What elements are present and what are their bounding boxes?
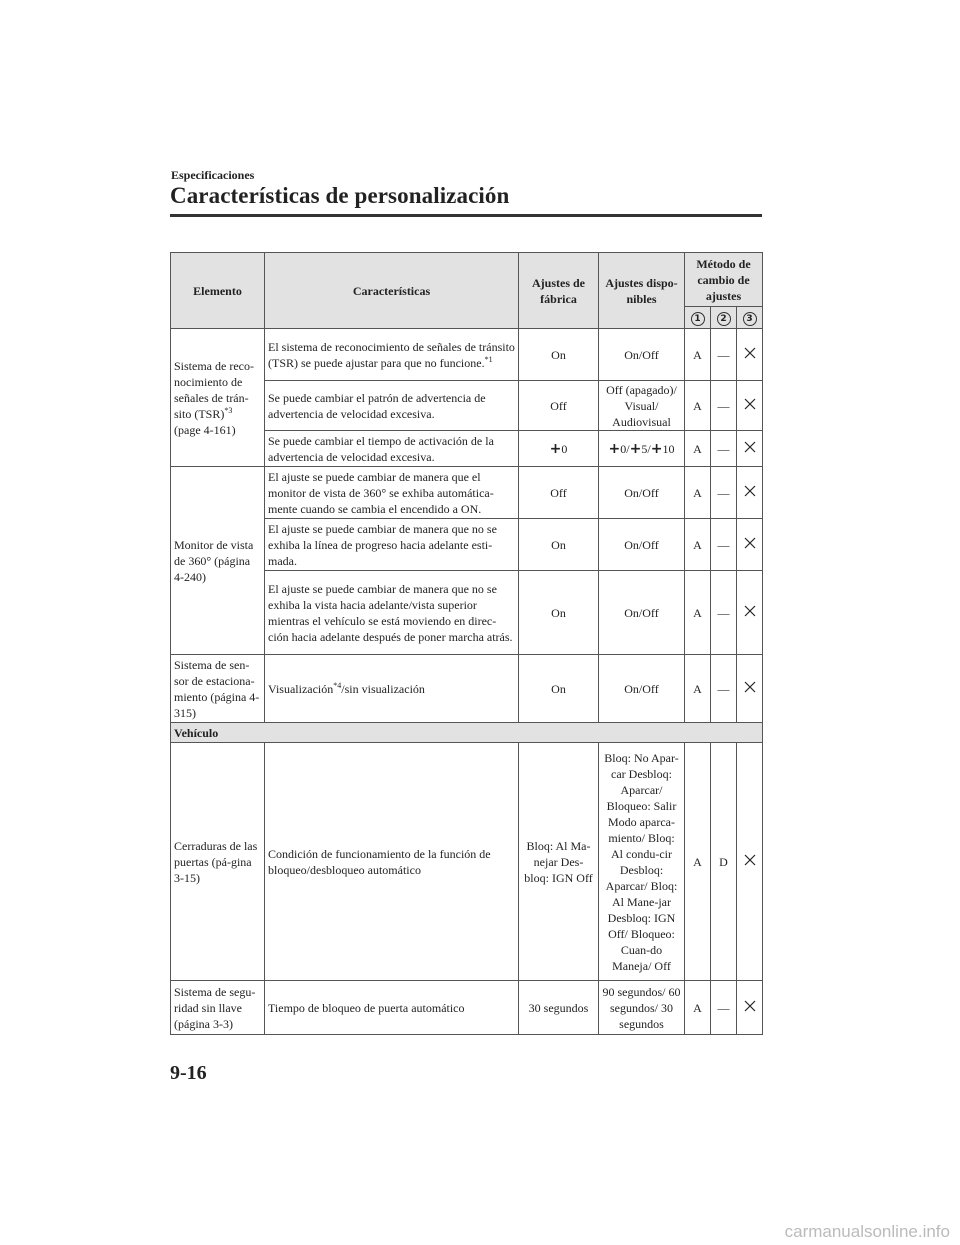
method-3-cell [737,467,763,519]
x-mark-icon [744,347,756,359]
method-1-cell: A [685,519,711,571]
section-row-vehicle [171,723,763,743]
feature-cell: Condición de funcionamiento de la función de bloqueo/desbloqueo automático [265,743,519,981]
method-2-dash: — [711,467,737,519]
page-number: 9-16 [170,1062,207,1084]
header-element: Elemento [171,253,265,329]
method-2-dash: — [711,571,737,655]
x-mark-icon [744,605,756,617]
header-features: Características [265,253,519,329]
factory-cell: 30 segundos [519,981,599,1035]
factory-cell: Bloq: Al Ma-nejar Des-bloq: IGN Off [519,743,599,981]
element-door-locks: Cerraduras de las puertas (pá-gina 3-15) [171,743,265,981]
section-label-vehicle: Vehículo [171,723,763,743]
factory-cell: Off [519,381,599,431]
feature-cell: Visualización$^{*4}$/sin visualización [265,655,519,723]
section-label: Especificaciones [171,168,255,182]
x-mark-icon [744,485,756,497]
method-3-cell [737,329,763,381]
feature-cell: El ajuste se puede cambiar de manera que no se exhiba la línea de progreso hacia adelante esti-mada. [265,519,519,571]
customization-table [170,252,763,1035]
table-header-row [171,253,763,307]
header-available-settings: Ajustes dispo-nibles [599,253,685,329]
x-mark-icon [744,1000,756,1012]
method-3-cell [737,655,763,723]
table-row [171,655,763,723]
method-3-cell [737,571,763,655]
plus-icon: + [650,440,663,457]
method-1-cell: A [685,381,711,431]
feature-cell: Se puede cambiar el patrón de advertencia de advertencia de velocidad excesiva. [265,381,519,431]
feature-cell: Se puede cambiar el tiempo de activación de la advertencia de velocidad excesiva. [265,431,519,467]
method-2-dash: — [711,655,737,723]
available-cell: On/Off [599,467,685,519]
plus-icon: + [549,440,562,457]
method-3-cell [737,981,763,1035]
factory-cell: Off [519,467,599,519]
available-cell: On/Off [599,571,685,655]
table-row [171,329,763,381]
feature-cell: Tiempo de bloqueo de puerta automático [265,981,519,1035]
element-keyless-security: Sistema de segu-ridad sin llave (página 3-3) [171,981,265,1035]
method-2-dash: — [711,431,737,467]
method-1-cell: A [685,981,711,1035]
title-rule [170,214,762,217]
method-2-dash: — [711,519,737,571]
method-1-cell: A [685,329,711,381]
method-3-cell [737,519,763,571]
element-parking-sensor: Sistema de sen-sor de estaciona-miento (página 4-315) [171,655,265,723]
x-mark-icon [744,441,756,453]
table-row [171,981,763,1035]
method-3-cell [737,381,763,431]
method-2-dash: — [711,981,737,1035]
method-2-cell: D [711,743,737,981]
factory-cell: On [519,571,599,655]
feature-cell: El ajuste se puede cambiar de manera que no se exhiba la vista hacia adelante/vista superior mientras el vehículo se está moviendo en direc-ción hacia adelante después de poner marcha atrás. [265,571,519,655]
feature-cell: El sistema de reconocimiento de señales de tránsito (TSR) se puede ajustar para que no funcione.$^{*1}$ [265,329,519,381]
table-row [171,743,763,981]
x-mark-icon [744,537,756,549]
page-title: Características de personalización [170,183,510,208]
available-cell: On/Off [599,329,685,381]
x-mark-icon [744,854,756,866]
header-change-method: Método de cambio de ajustes [685,253,763,307]
plus-icon: + [629,440,642,457]
method-2-icon: 2 [711,307,737,329]
method-2-dash: — [711,329,737,381]
available-cell: Off (apagado)/ Visual/ Audiovisual [599,381,685,431]
method-2-dash: — [711,381,737,431]
available-cell: Bloq: No Apar-car Desbloq: Aparcar/ Bloqueo: Salir Modo aparca-miento/ Bloq: Al condu-cir Desbloq: Aparcar/ Bloq: Al Mane-jar Desbloq: IGN Off/ Bloqueo: Cuan-do Maneja/ Off [599,743,685,981]
factory-cell: On [519,519,599,571]
available-cell: On/Off [599,655,685,723]
method-1-cell: A [685,743,711,981]
table-row [171,467,763,519]
method-1-cell: A [685,655,711,723]
x-mark-icon [744,398,756,410]
method-3-icon: 3 [737,307,763,329]
method-1-cell: A [685,467,711,519]
method-1-cell: A [685,571,711,655]
plus-icon: + [608,440,621,457]
method-3-cell [737,743,763,981]
x-mark-icon [744,681,756,693]
watermark: carmanualsonline.info [784,1222,950,1241]
element-360-monitor: Monitor de vista de 360° (página 4-240) [171,467,265,655]
method-1-cell: A [685,431,711,467]
element-tsr: Sistema de reco- nocimiento de señales de trán- sito (TSR)$^{*3}$ (page 4-161) [171,329,265,467]
available-cell: 90 segundos/ 60 segundos/ 30 segundos [599,981,685,1035]
factory-cell: On [519,329,599,381]
header-factory-settings: Ajustes de fábrica [519,253,599,329]
method-3-cell [737,431,763,467]
feature-cell: El ajuste se puede cambiar de manera que el monitor de vista de 360° se exhiba automática-mente cuando se cambia el encendido a ON. [265,467,519,519]
available-cell: On/Off [599,519,685,571]
method-1-icon: 1 [685,307,711,329]
factory-cell: +0 [519,431,599,467]
available-cell: +0/+5/+10 [599,431,685,467]
factory-cell: On [519,655,599,723]
